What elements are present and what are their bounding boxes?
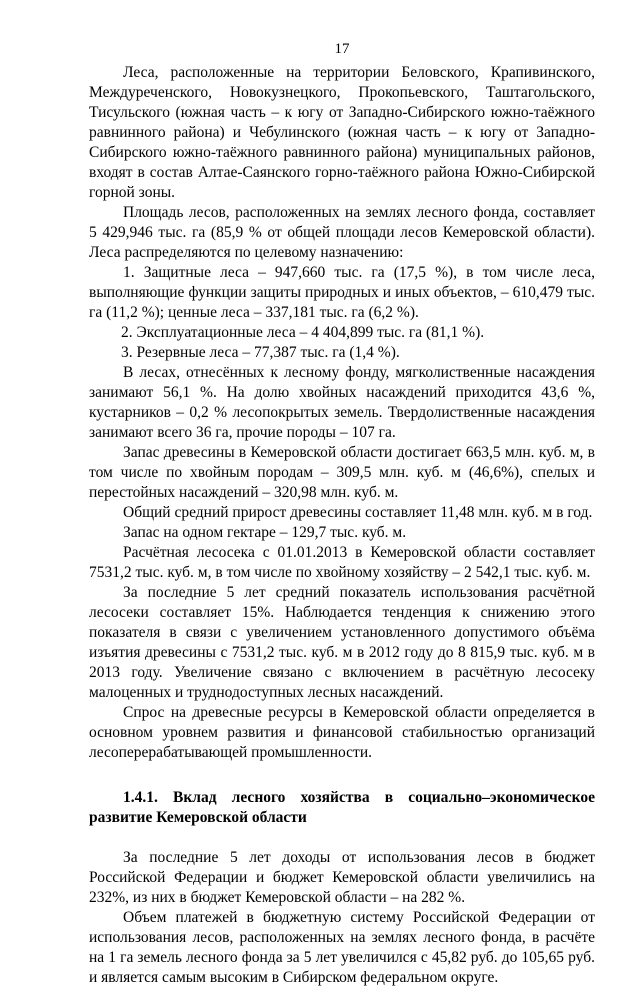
paragraph-annual-growth: Общий средний прирост древесины составляет 11,48 млн. куб. м в год. [123, 504, 593, 521]
paragraph-budget-income: За последние 5 лет доходы от использования лесов в бюджет Российской Федерации и бюджет Кемеровской области увеличились на 232%, из них в бюджет Кемеровской области – на 282 %. [89, 849, 595, 906]
paragraph-payments-per-hectare: Объем платежей в бюджетную систему Российской Федерации от использования лесов, расположенных на землях лесного фонда, в расчёте на 1 га земель лесного фонда за 5 лет увеличился с 45,82 руб. до 105,65 руб. и является самым высоким в Сибирском федеральном округе. [89, 909, 595, 986]
paragraph-cut-usage: За последние 5 лет средний показатель использования расчётной лесосеки составляет 15%. Наблюдается тенденция к снижению этого показателя в связи с увеличением установленного допустимого объёма изъятия древесины с 7531,2 тыс. куб. м в 2012 году до 8 815,9 тыс. куб. м в 2013 году. Увеличение связано с включением в расчётную лесосеку малоценных и труднодоступных лесных насаждений. [89, 584, 595, 701]
heading-spacer [89, 828, 595, 848]
paragraph-species-composition: В лесах, отнесённых к лесному фонду, мягколиственные насаждения занимают 56,1 %. На долю хвойных насаждений приходится 43,6 %, кустарников – 0,2 % лесопокрытых земель. Твердолиственные насаждения занимают всего 36 га, прочие породы – 107 га. [89, 364, 595, 441]
page-number: 17 [334, 41, 350, 57]
paragraph-demand: Спрос на древесные ресурсы в Кемеровской области определяется в основном уровнем развития и финансовой стабильностью организаций лесоперерабатывающей промышленности. [89, 704, 595, 761]
document-page [89, 40, 595, 988]
list-item-exploitation-forests: 2. Эксплуатационные леса – 4 404,899 тыс. га (81,1 %). [121, 324, 485, 341]
paragraph-stock-per-hectare: Запас на одном гектаре – 129,7 тыс. куб. м. [123, 524, 407, 541]
section-heading: 1.4.1. Вклад лесного хозяйства в социально–экономическое развитие Кемеровской области [89, 789, 595, 826]
paragraph-forest-zones: Леса, расположенные на территории Беловского, Крапивинского, Междуреченского, Новокузнецкого, Прокопьевского, Таштагольского, Тисульского (южная часть – к югу от Западно-Сибирского южно-таёжного равнинного района) и Чебулинского (южная часть – к югу от Западно-Сибирского южно-таёжного равнинного района) муниципальных районов, входят в состав Алтае-Саянского горно-таёжного района Южно-Сибирской горной зоны. [89, 64, 595, 201]
paragraph-timber-stock: Запас древесины в Кемеровской области достигает 663,5 млн. куб. м, в том числе по хвойным породам – 309,5 млн. куб. м (46,6%), спелых и перестойных насаждений – 320,98 млн. куб. м. [89, 444, 595, 501]
list-item-protective-forests: 1. Защитные леса – 947,660 тыс. га (17,5 %), в том числе леса, выполняющие функции защиты природных и иных объектов, – 610,479 тыс. га (11,2 %); ценные леса – 337,181 тыс. га (6,2 %). [89, 264, 595, 321]
paragraph-allowable-cut: Расчётная лесосека с 01.01.2013 в Кемеровской области составляет 7531,2 тыс. куб. м, в том числе по хвойному хозяйству – 2 542,1 тыс. куб. м. [89, 544, 595, 581]
list-item-reserve-forests: 3. Резервные леса – 77,387 тыс. га (1,4 %). [121, 344, 400, 361]
paragraph-forest-area: Площадь лесов, расположенных на землях лесного фонда, составляет 5 429,946 тыс. га (85,9 % от общей площади лесов Кемеровской области). Леса распределяются по целевому назначению: [89, 204, 595, 261]
